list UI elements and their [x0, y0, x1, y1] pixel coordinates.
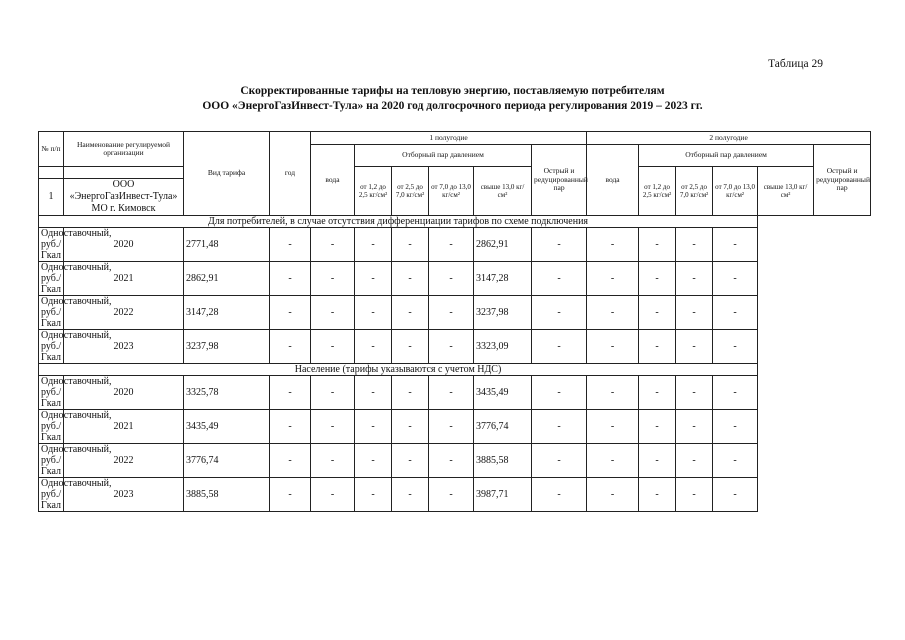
table-number: Таблица 29 [768, 58, 823, 70]
h1-p1-value: - [270, 444, 311, 478]
h1-p2-value: - [311, 478, 355, 512]
h1-p2-value: - [311, 262, 355, 296]
h1-p1-value: - [270, 410, 311, 444]
h2-sharp-value: - [713, 262, 758, 296]
h2-p3-value: - [639, 330, 676, 364]
h1-p3-value: - [355, 410, 392, 444]
org-index: 1 [39, 179, 64, 216]
header-h1-sharp-steam: Острый и редуцированный пар [532, 145, 587, 216]
header-h1-p4: свыше 13,0 кг/см² [474, 167, 532, 216]
h2-p1-value: - [532, 262, 587, 296]
h1-sharp-value: - [429, 376, 474, 410]
title-line-2: ООО «ЭнергоГазИнвест-Тула» на 2020 год долгосрочного периода регулирования 2019 – 2023 гг. [202, 100, 703, 112]
h1-p4-value: - [392, 262, 429, 296]
h1-p2-value: - [311, 228, 355, 262]
year-cell: 2021 [64, 410, 184, 444]
year-cell: 2023 [64, 330, 184, 364]
h1-p4-value: - [392, 410, 429, 444]
header-h2-steam-group: Отборный пар давлением [639, 145, 814, 167]
table-row [39, 330, 871, 364]
h1-p1-value: - [270, 478, 311, 512]
h1-p3-value: - [355, 228, 392, 262]
header-h1-p3: от 7,0 до 13,0 кг/см² [429, 167, 474, 216]
header-number-blank [39, 167, 64, 179]
h1-p3-value: - [355, 478, 392, 512]
h1-sharp-value: - [429, 478, 474, 512]
h2-p3-value: - [639, 296, 676, 330]
tariff-table [38, 131, 871, 512]
h1-sharp-value: - [429, 330, 474, 364]
h2-p2-value: - [587, 410, 639, 444]
tariff-kind: Одноставочный, руб./Гкал [39, 228, 64, 262]
header-half-1: 1 полугодие [311, 132, 587, 145]
h2-sharp-value: - [713, 478, 758, 512]
org-name-line-3: МО г. Кимовск [91, 203, 156, 214]
h2-p2-value: - [587, 296, 639, 330]
header-number: № п/п [39, 132, 64, 167]
h2-sharp-value: - [713, 376, 758, 410]
h1-water-value: 2771,48 [184, 228, 270, 262]
h1-p3-value: - [355, 376, 392, 410]
h2-water-value: 3885,58 [474, 444, 532, 478]
section-title: Население (тарифы указываются с учетом НДС) [39, 364, 758, 376]
h1-water-value: 3885,58 [184, 478, 270, 512]
h2-p1-value: - [532, 330, 587, 364]
h2-p3-value: - [639, 262, 676, 296]
year-cell: 2023 [64, 478, 184, 512]
h1-p2-value: - [311, 330, 355, 364]
h2-water-value: 3776,74 [474, 410, 532, 444]
h1-p2-value: - [311, 296, 355, 330]
h2-p3-value: - [639, 444, 676, 478]
title-line-1: Скорректированные тарифы на тепловую энергию, поставляемую потребителям [240, 85, 665, 97]
h2-sharp-value: - [713, 330, 758, 364]
h1-p1-value: - [270, 296, 311, 330]
table-row [39, 444, 871, 478]
h2-water-value: 3435,49 [474, 376, 532, 410]
h2-p4-value: - [676, 478, 713, 512]
table-row [39, 262, 871, 296]
header-h2-p1: от 1,2 до 2,5 кг/см² [639, 167, 676, 216]
h1-p4-value: - [392, 478, 429, 512]
h1-p1-value: - [270, 376, 311, 410]
h1-p1-value: - [270, 262, 311, 296]
h2-p3-value: - [639, 410, 676, 444]
tariff-kind: Одноставочный, руб./Гкал [39, 262, 64, 296]
h1-p3-value: - [355, 330, 392, 364]
h2-sharp-value: - [713, 410, 758, 444]
h2-p2-value: - [587, 478, 639, 512]
h1-p4-value: - [392, 444, 429, 478]
section-title: Для потребителей, в случае отсутствия дифференциации тарифов по схеме подключения [39, 216, 758, 228]
header-organization: Наименование регулируемой организации [64, 132, 184, 167]
h1-p1-value: - [270, 330, 311, 364]
year-cell: 2020 [64, 376, 184, 410]
h2-p3-value: - [639, 478, 676, 512]
header-h2-water: вода [587, 145, 639, 216]
h2-p2-value: - [587, 444, 639, 478]
table-row [39, 376, 871, 410]
header-h2-p2: от 2,5 до 7,0 кг/см² [676, 167, 713, 216]
h2-water-value: 2862,91 [474, 228, 532, 262]
h1-p3-value: - [355, 296, 392, 330]
org-name [64, 179, 184, 216]
h2-p3-value: - [639, 376, 676, 410]
h2-p1-value: - [532, 296, 587, 330]
tariff-kind: Одноставочный, руб./Гкал [39, 376, 64, 410]
header-h1-water: вода [311, 145, 355, 216]
year-cell: 2022 [64, 444, 184, 478]
h2-p4-value: - [676, 296, 713, 330]
h2-p4-value: - [676, 330, 713, 364]
table-row [39, 296, 871, 330]
header-h1-p1: от 1,2 до 2,5 кг/см² [355, 167, 392, 216]
table-row [39, 478, 871, 512]
h1-p4-value: - [392, 296, 429, 330]
header-tariff-type: Вид тарифа [184, 132, 270, 216]
tariff-kind: Одноставочный, руб./Гкал [39, 330, 64, 364]
h2-p4-value: - [676, 444, 713, 478]
header-h1-steam-group: Отборный пар давлением [355, 145, 532, 167]
table-row [39, 228, 871, 262]
h2-p2-value: - [587, 376, 639, 410]
header-h2-p3: от 7,0 до 13,0 кг/см² [713, 167, 758, 216]
h2-p1-value: - [532, 444, 587, 478]
h2-p2-value: - [587, 262, 639, 296]
h1-sharp-value: - [429, 296, 474, 330]
h1-p3-value: - [355, 262, 392, 296]
header-h2-sharp-steam: Острый и редуцированный пар [814, 145, 871, 216]
h1-sharp-value: - [429, 228, 474, 262]
h1-p4-value: - [392, 228, 429, 262]
h1-sharp-value: - [429, 262, 474, 296]
document-title [100, 84, 805, 114]
header-organization-blank [64, 167, 184, 179]
h1-p2-value: - [311, 376, 355, 410]
tariff-kind: Одноставочный, руб./Гкал [39, 444, 64, 478]
h1-p2-value: - [311, 444, 355, 478]
h1-p4-value: - [392, 376, 429, 410]
header-year: год [270, 132, 311, 216]
h2-p4-value: - [676, 262, 713, 296]
h2-p1-value: - [532, 410, 587, 444]
h1-sharp-value: - [429, 410, 474, 444]
org-name-line-1: ООО [112, 179, 135, 190]
h2-p4-value: - [676, 228, 713, 262]
tariff-kind: Одноставочный, руб./Гкал [39, 296, 64, 330]
h2-p1-value: - [532, 376, 587, 410]
h2-water-value: 3237,98 [474, 296, 532, 330]
h1-water-value: 2862,91 [184, 262, 270, 296]
year-cell: 2021 [64, 262, 184, 296]
h2-p2-value: - [587, 330, 639, 364]
h1-p2-value: - [311, 410, 355, 444]
h1-water-value: 3325,78 [184, 376, 270, 410]
tariff-kind: Одноставочный, руб./Гкал [39, 410, 64, 444]
org-name-line-2: «ЭнергоГазИнвест-Тула» [69, 191, 178, 202]
h2-p2-value: - [587, 228, 639, 262]
h2-water-value: 3323,09 [474, 330, 532, 364]
h1-p3-value: - [355, 444, 392, 478]
year-cell: 2022 [64, 296, 184, 330]
h2-p1-value: - [532, 478, 587, 512]
h2-sharp-value: - [713, 228, 758, 262]
h2-water-value: 3147,28 [474, 262, 532, 296]
header-h2-p4: свыше 13,0 кг/см² [758, 167, 814, 216]
h1-p4-value: - [392, 330, 429, 364]
h1-p1-value: - [270, 228, 311, 262]
h1-water-value: 3435,49 [184, 410, 270, 444]
h2-p1-value: - [532, 228, 587, 262]
h2-sharp-value: - [713, 444, 758, 478]
table-row [39, 410, 871, 444]
year-cell: 2020 [64, 228, 184, 262]
h2-p4-value: - [676, 376, 713, 410]
tariff-kind: Одноставочный, руб./Гкал [39, 478, 64, 512]
h1-water-value: 3776,74 [184, 444, 270, 478]
h1-sharp-value: - [429, 444, 474, 478]
h1-water-value: 3237,98 [184, 330, 270, 364]
h2-sharp-value: - [713, 296, 758, 330]
header-h1-p2: от 2,5 до 7,0 кг/см² [392, 167, 429, 216]
h1-water-value: 3147,28 [184, 296, 270, 330]
h2-water-value: 3987,71 [474, 478, 532, 512]
h2-p4-value: - [676, 410, 713, 444]
header-half-2: 2 полугодие [587, 132, 871, 145]
h2-p3-value: - [639, 228, 676, 262]
